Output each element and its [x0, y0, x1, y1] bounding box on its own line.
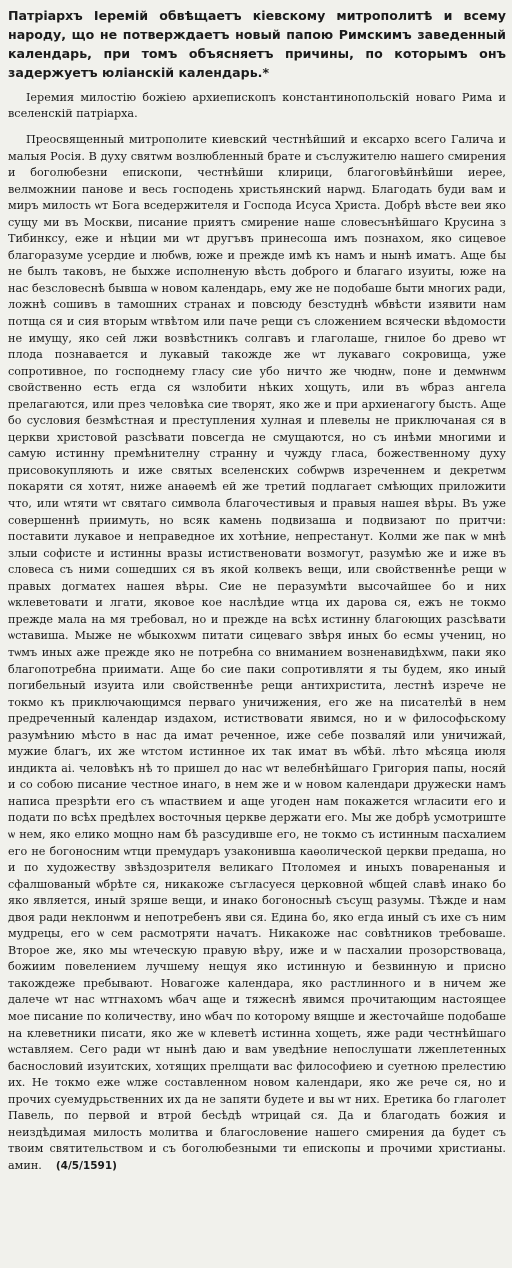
addressor-line: Іеремия милостію божіею архиепископъ константинопольскій новаго Рима и вселенскій патріарха. [8, 91, 506, 120]
letter-body [8, 132, 506, 1174]
letter-text: Преосвященный митрополите киевский честнѣйший и ексархо всего Галича и малыя Росія. В духу святѡм возлюбленный брате и съслужителю нашего смирения и боголюбезни епископи, честнѣйши клирици, благоговѣйнѣйши иерее, велможнии панове и весь господень христьянский нарѡд. Благодать буди вам и миръ милость ѡт Бога вседержителя и Господа Исуса Христа. Добрѣ вѣсте веи яко сущу ми въ Москви, писание приятъ смирение наше словесънѣйшаго Крусина з Тибинксу, еже и нѣции ми ѡт другъвъ принесоша имъ познахом, яко сицевое благоразуме усердие и любѡв, юже и прежде имѣ къ намъ и нынѣ иматъ. Аще бы не былъ таковъ, не быхже исполненую вѣсть доброго и благаго изуиты, юже на нас безсловеснѣ бывша ѡ новом календарь, ему же не подобаше быти многих ради, ложнѣ сошивъ в тамошних странах и повсюду безстуднѣ ѡбвѣсти изявити нам потща ся и сия вторым ѡтвѣтом или паче рещи съ сложением всячески вѣдомости не имущу, яко сей лжи возвѣстникъ солгавъ и глаголаше, гнилое бо древо ѡт плода познавается и лукавый такожде же ѡт лукаваго сокровища, уже сопротивное, по господнему гласу сие убо ничто же чюднѡ, поне и демѡнѡм свойственно есть егда ся ѡзлобити нѣких хощуть, или въ ѡбраз ангела прелагаются, или през человѣка сие творят, яко же и при архиенагогу бысть. Аще бо сусловия безмѣстная и преступления хулная и плевелы не приключаная ся в церкви христовой разсѣвати повсегда не смущаются, но съ инѣми многими и самую истинну премѣнителну странну и чужду гласа, божественному духу присовокупляють и иже святых вселенских собѡрѡв изреченнем и декретѡм покаряти ся хотят, ниже анаѳемѣ ей же третий подлагает смѣющих приложити что, или ѡтяти ѡт святаго символа благочестивыя и правыя нашея вѣры. Въ уже совершеннѣ приимуть, но всяк камень подвизаша и подвизают по притчи: поставити лукавое и неправедное их хотѣние, непрестанут. Колми же пак ѡ мнѣ злыи софисте и истинны вразы истиственовати возмогут, разумѣю же и иже въ словеса съ ними сошедших ся въ якой колвекъ вещи, или свойственнѣе рещи ѡ правых догматех нашея вѣры. Сие не перазумѣти высочайшее бо и них ѡклеветовати и лгати, яковое кое наслѣдие ѡтца их дарова ся, ежъ не токмо прежде мала на мя требовал, но и прежде на всѣх истинну благоющих разсѣвати ѡставиша. Мыже не ѡбыкохѡм питати сицеваго звѣря иных бо есмы учениц, но тѡмъ иных аже прежде яко не потребна со вниманием возненавидѣхѡм, паки яко благопотребна приимати. Аще бо сие паки сопротивляти я ты будем, яко иный погибельный изуита или свойственнѣе рещи антихристита, лестнѣ изрече не токмо къ приключающимся перваго уничижения, его же на писателѣй в нем предреченный календар издахом, истиствовати явимся, но и ѡ философьскому разумѣнию мѣсто в нас да имат реченное, иже себе позваляй или уничижай, мужие благъ, их же ѡтстом истинное их так имат въ ѡбѣй. лѣто мѣсяца июля индикта аi. человѣкъ нѣ то пришел до нас ѡт велебнѣйшаго Григория папы, носяй и со собою писание честное инаго, в нем же и ѡ новом календари дружески намъ написа презрѣти его съ ѡпаствием и аще угоден нам покажется ѡгласити его и подати по всѣх предѣлех восточныя церкве держати его. Мы же добрѣ усмотриште ѡ нем, яко елико мощно нам бѣ разсудивше его, не токмо съ истинным пасхалием его не богоносним ѡтци премударъ узаконивша каѳолической церкви предаша, но и по художеству звѣздозрителя великаго Птоломея и иныхъ поваренаныя и сфалшованый ѡбрѣте ся, никакоже съгласуеся церковной ѡбщей славѣ инако бо яко является, иный зряше вещи, и инако богоносныѣ съсущ разумы. Тѣжде и нам двоя ради неклонѡм и непотребенъ яви ся. Едина бо, яко егда иный съ ихе съ ним мудрецы, его ѡ сем расмотряти начатъ. Никакоже нас совѣтников требоваше. Второе же, яко мы ѡтеческую правую вѣру, иже и ѡ пасхалии прозорствоваца, божиим повелением лучшему нещуя яко истинную и безвинную и присно такождеже пребывают. Новагоже календара, яко растлинного и в ничем же далече ѡт нас ѡтгнахомъ ѡбач аще и тяжеснѣ явимся прочитающим настоящее мое писание по количеству, ино ѡбач по которому вящше и жесточайше подобаше на клеветники писати, яко же ѡ клеветѣ истинна хощеть, яже ради честнѣйшаго ѡставляем. Сего ради ѡт нынѣ даю и вам уведѣние непослушати лжеплетенных баснословий изуитских, хотящих прелщати вас философиею и суетною прелестию их. Не токмо еже ѡлже составленном новом календари, яко же рече ся, но и прочих суемудрьственних их да не запяти будете и вы ѡт них. Еретика бо глаголет Павель, по первой и втрой бесѣдѣ ѡтрицай ся. Да и благодать божия и неиздѣдимая милость молитва и благословение нашего смирения да будет съ твоим святительством и съ боголюбезными ти епископы и прочими христианы. амин. [8, 133, 506, 1172]
letter-date: (4/5/1591) [55, 1159, 117, 1172]
document-headline: Патріархъ Іеремій обвѣщаетъ кіевскому митрополитѣ и всему народу, що не потверждаетъ новый папою Римскимъ заведенный календарь, при томъ объясняетъ причины, по которымъ онъ задержуетъ юліанскій календарь.* [8, 8, 506, 80]
